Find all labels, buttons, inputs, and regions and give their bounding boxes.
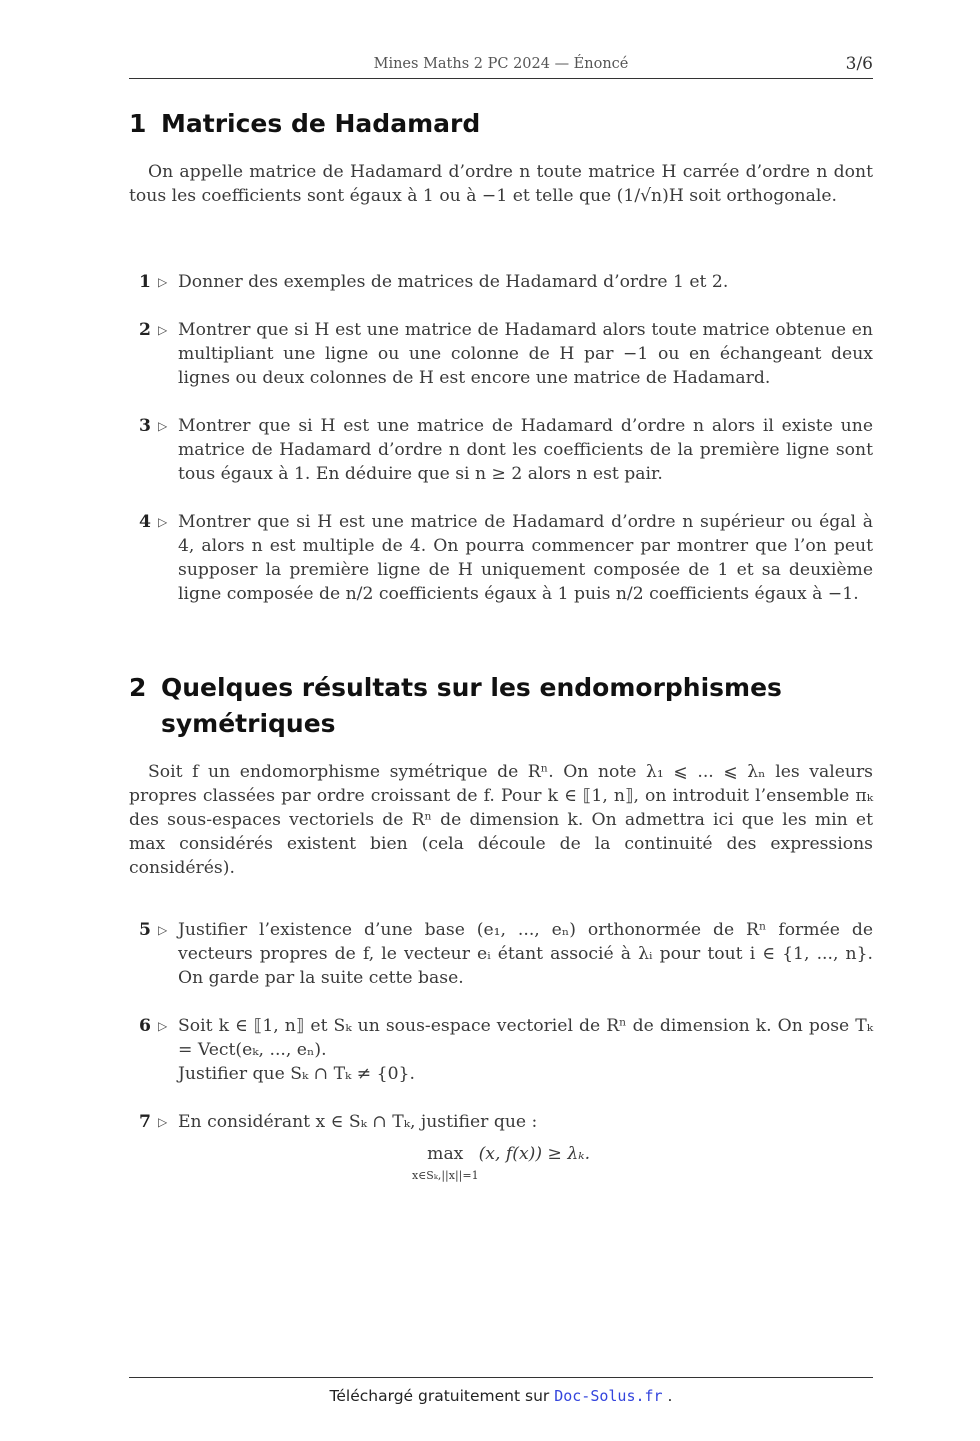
question-text: Soit k ∈ ⟦1, n⟧ et Sₖ un sous-espace vectoriel de Rⁿ de dimension k. On pose Tₖ = Vect(eₖ, ..., eₙ). (178, 1016, 873, 1060)
question-number: 6 (139, 1016, 151, 1036)
section-1-title (129, 106, 480, 142)
section-1-number: 1 (129, 109, 147, 138)
section-2-heading-line1: Quelques résultats sur les endomorphismes (161, 673, 782, 702)
question-text: Montrer que si H est une matrice de Hadamard d’ordre n alors il existe une matrice de Hadamard d’ordre n dont les coefficients de la première ligne sont tous égaux à 1. En déduire que si n ≥ 2 alors n est pair. (178, 416, 873, 484)
question-text: Montrer que si H est une matrice de Hadamard alors toute matrice obtenue en multipliant une ligne ou une colonne de H par −1 ou en échangeant deux lignes ou deux colonnes de H est encore une matrice de Hadamard. (178, 320, 873, 388)
formula-subscript: x∈Sₖ,||x||=1 (411, 1169, 479, 1182)
footer-prefix: Téléchargé gratuitement sur (329, 1387, 555, 1405)
question-7 (129, 1110, 873, 1134)
question-number: 7 (139, 1112, 151, 1132)
question-1 (129, 270, 873, 294)
section-2-heading-line2: symétriques (161, 709, 336, 738)
formula (129, 1144, 873, 1184)
section-1-intro: On appelle matrice de Hadamard d’ordre n toute matrice H carrée d’ordre n dont tous les coefficients sont égaux à 1 ou à −1 et telle que (1/√n)H soit orthogonale. (129, 162, 873, 206)
section-1-heading: Matrices de Hadamard (161, 109, 481, 138)
question-number: 2 (139, 320, 151, 340)
question-6 (129, 1014, 873, 1086)
footer-suffix: . (662, 1387, 673, 1405)
question-text: En considérant x ∈ Sₖ ∩ Tₖ, justifier que : (178, 1112, 538, 1132)
question-3 (129, 414, 873, 486)
triangle-marker-icon: ▷ (158, 1115, 168, 1129)
question-number: 5 (139, 920, 151, 940)
page-header (129, 54, 873, 79)
triangle-marker-icon: ▷ (158, 275, 168, 289)
section-2-intro: Soit f un endomorphisme symétrique de Rⁿ. On note λ₁ ⩽ ... ⩽ λₙ les valeurs propres classées par ordre croissant de f. Pour k ∈ ⟦1, n⟧, on introduit l’ensemble πₖ des sous-espaces vectoriels de Rⁿ de dimension k. On admettra ici que les min et max considérés existent bien (cela découle de la continuité des expressions considérés). (129, 762, 873, 878)
section-2-number: 2 (129, 673, 147, 702)
footer-link[interactable]: Doc-Solus.fr (554, 1387, 663, 1405)
question-text: Donner des exemples de matrices de Hadamard d’ordre 1 et 2. (178, 272, 729, 292)
footer (129, 1387, 873, 1405)
triangle-marker-icon: ▷ (158, 515, 168, 529)
question-number: 3 (139, 416, 151, 436)
section-2-title (129, 670, 782, 742)
triangle-marker-icon: ▷ (158, 923, 168, 937)
question-5 (129, 918, 873, 990)
formula-rest: (x, f(x)) ≥ λₖ. (478, 1144, 591, 1164)
question-2 (129, 318, 873, 390)
question-4 (129, 510, 873, 606)
question-text: Montrer que si H est une matrice de Hadamard d’ordre n supérieur ou égal à 4, alors n est multiple de 4. On pourra commencer par montrer que l’on peut supposer la première ligne de H uniquement composée de 1 et sa deuxième ligne composée de n/2 coefficients égaux à 1 puis n/2 coefficients égaux à −1. (178, 512, 873, 604)
question-text-2: Justifier que Sₖ ∩ Tₖ ≠ {0}. (178, 1064, 415, 1084)
footer-divider (129, 1377, 873, 1378)
triangle-marker-icon: ▷ (158, 323, 168, 337)
triangle-marker-icon: ▷ (158, 419, 168, 433)
question-text: Justifier l’existence d’une base (e₁, ..., eₙ) orthonormée de Rⁿ formée de vecteurs propres de f, le vecteur eᵢ étant associé à λᵢ pour tout i ∈ {1, ..., n}. On garde par la suite cette base. (178, 920, 873, 988)
question-number: 4 (139, 512, 151, 532)
page-number: 3/6 (845, 54, 873, 74)
question-number: 1 (139, 272, 151, 292)
header-title: Mines Maths 2 PC 2024 — Énoncé (373, 56, 629, 72)
triangle-marker-icon: ▷ (158, 1019, 168, 1033)
formula-max: max (427, 1144, 464, 1164)
